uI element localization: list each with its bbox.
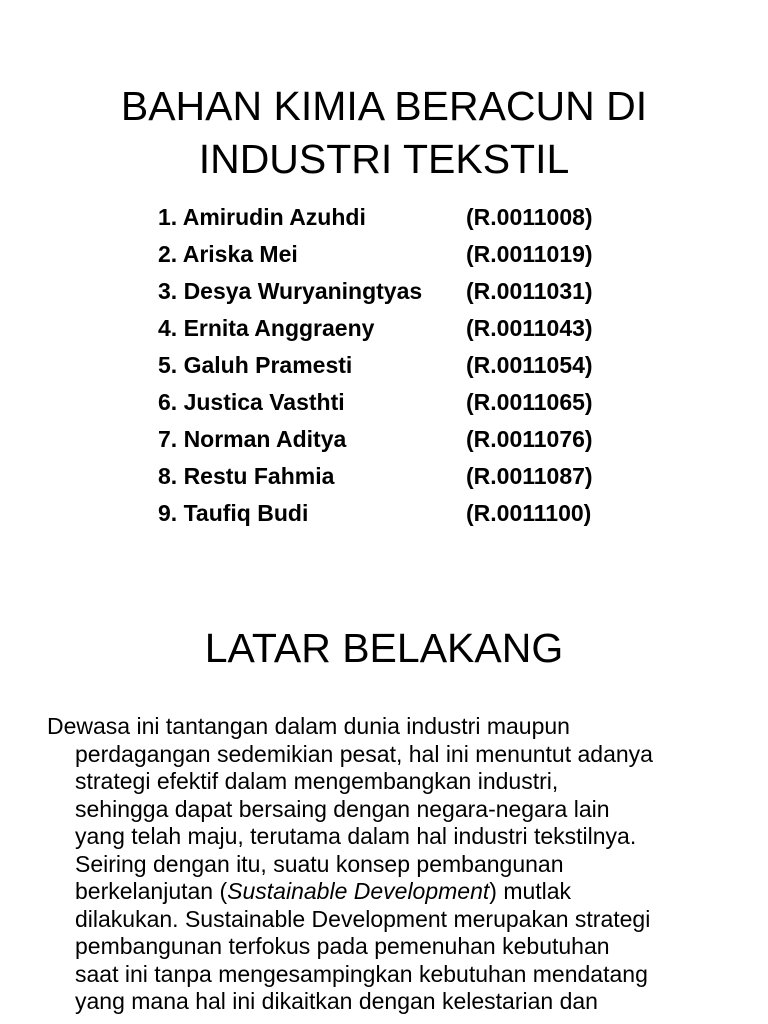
paragraph-line: strategi efektif dalam mengembangkan industri, bbox=[75, 768, 559, 794]
member-id: (R.0011054) bbox=[466, 352, 593, 378]
paragraph-line: dilakukan. Sustainable Development merupakan strategi bbox=[75, 905, 651, 932]
paragraph-line: perdagangan sedemikian pesat, hal ini menuntut adanya bbox=[75, 740, 653, 767]
paragraph-line: yang mana hal ini dikaitkan dengan kelestarian dan bbox=[75, 988, 598, 1014]
member-row bbox=[158, 495, 626, 532]
member-id: (R.0011043) bbox=[466, 315, 593, 341]
member-name: 3. Desya Wuryaningtyas bbox=[158, 278, 423, 304]
member-row bbox=[158, 384, 626, 421]
member-id: (R.0011100) bbox=[466, 500, 592, 526]
member-name: 8. Restu Fahmia bbox=[158, 463, 335, 489]
paragraph-line: pembangunan terfokus pada pemenuhan kebutuhan bbox=[75, 933, 610, 959]
slide-title bbox=[0, 80, 768, 186]
member-list bbox=[158, 199, 626, 532]
member-name: 7. Norman Aditya bbox=[158, 426, 347, 452]
section-heading: LATAR BELAKANG bbox=[204, 625, 564, 671]
member-row bbox=[158, 310, 626, 347]
member-row bbox=[158, 199, 626, 236]
slide-title-line-1: BAHAN KIMIA BERACUN DI bbox=[120, 83, 648, 129]
member-id: (R.0011008) bbox=[466, 204, 593, 230]
paragraph-line: saat ini tanpa mengesampingkan kebutuhan mendatang bbox=[75, 960, 648, 987]
paragraph-line: yang telah maju, terutama dalam hal industri tekstilnya. bbox=[75, 823, 637, 849]
line-suffix: ) mutlak bbox=[489, 878, 572, 904]
slide-title-line-2: INDUSTRI TEKSTIL bbox=[198, 136, 570, 182]
member-id: (R.0011065) bbox=[466, 389, 593, 415]
member-name: 1. Amirudin Azuhdi bbox=[158, 204, 366, 230]
member-name: 9. Taufiq Budi bbox=[158, 500, 309, 526]
member-name: 5. Galuh Pramesti bbox=[158, 352, 353, 378]
body-paragraph bbox=[47, 713, 737, 1016]
paragraph-line bbox=[47, 878, 737, 906]
paragraph-line: Seiring dengan itu, suatu konsep pembangunan bbox=[75, 850, 564, 877]
member-id: (R.0011031) bbox=[466, 278, 593, 304]
member-name: 4. Ernita Anggraeny bbox=[158, 315, 375, 341]
italic-term: Sustainable Development bbox=[227, 878, 490, 904]
paragraph-line: sehingga dapat bersaing dengan negara-negara lain bbox=[75, 795, 610, 822]
line-prefix: berkelanjutan ( bbox=[75, 878, 228, 904]
paragraph-line: Dewasa ini tantangan dalam dunia industri maupun bbox=[47, 713, 570, 739]
member-name: 2. Ariska Mei bbox=[158, 241, 298, 267]
member-row bbox=[158, 347, 626, 384]
member-row bbox=[158, 421, 626, 458]
member-id: (R.0011076) bbox=[466, 426, 593, 452]
member-id: (R.0011087) bbox=[466, 463, 593, 489]
member-row bbox=[158, 458, 626, 495]
member-name: 6. Justica Vasthti bbox=[158, 389, 345, 415]
member-row bbox=[158, 273, 626, 310]
member-id: (R.0011019) bbox=[466, 241, 593, 267]
member-row bbox=[158, 236, 626, 273]
